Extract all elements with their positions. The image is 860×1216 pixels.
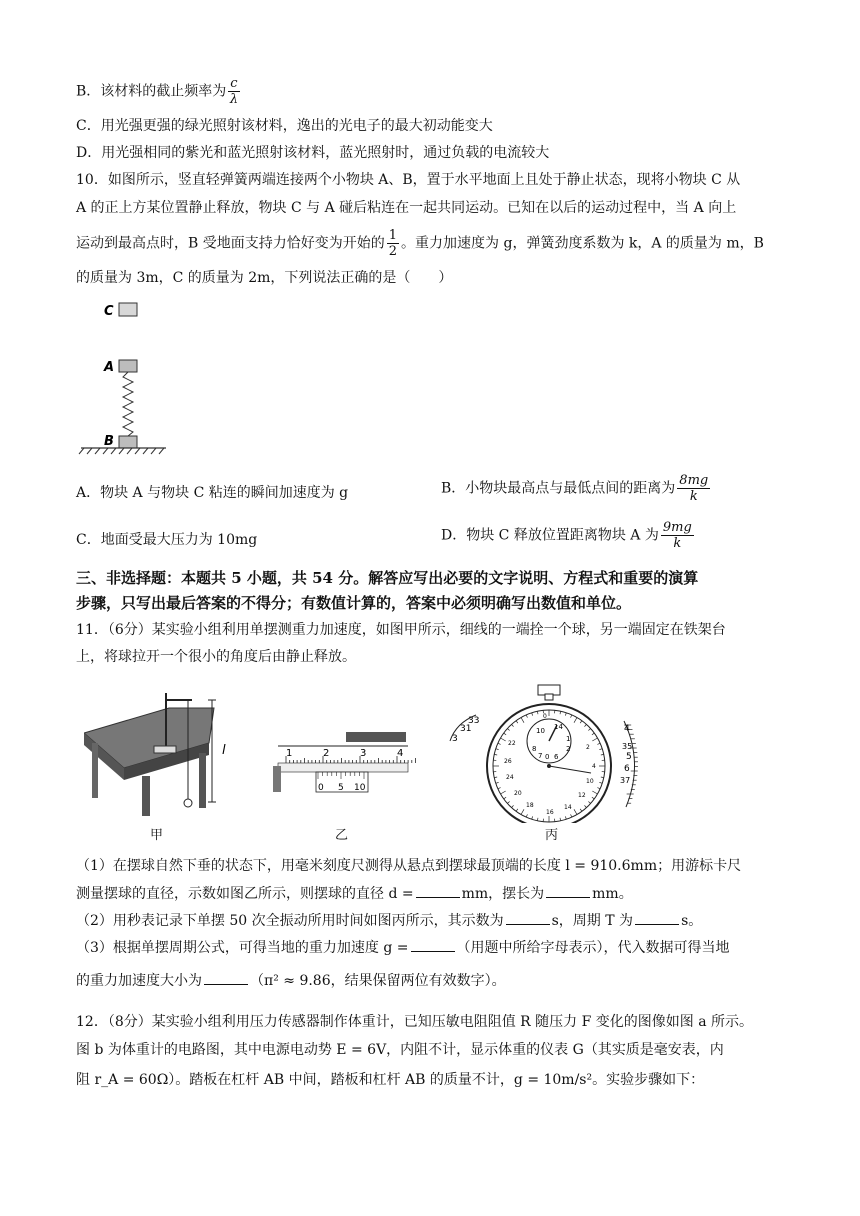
svg-text:6: 6 bbox=[554, 753, 559, 761]
q10-line3: 运动到最高点时，B 受地面支持力恰好变为开始的 $\frac{1}{2}$ 。重力加速度为 g，弹簧劲度系数为 k，A 的质量为 m，B bbox=[76, 228, 764, 259]
svg-text:24: 24 bbox=[506, 774, 514, 781]
svg-text:1: 1 bbox=[286, 748, 293, 759]
caption-bing: 丙 bbox=[545, 828, 559, 843]
svg-text:2: 2 bbox=[586, 744, 590, 751]
q10-line4: 的质量为 3m，C 的质量为 2m，下列说法正确的是（ ） bbox=[76, 270, 453, 286]
option-q10-c: C．地面受最大压力为 10mg bbox=[76, 532, 258, 548]
figure-jia-pendulum bbox=[84, 688, 244, 818]
option-q9-b: B．该材料的截止频率为 $\frac{c}{\lambda}$ bbox=[76, 76, 239, 107]
svg-text:3: 3 bbox=[360, 748, 367, 759]
label-c: C bbox=[104, 304, 114, 319]
blank-g-value[interactable] bbox=[204, 970, 248, 985]
q12-line2: 图 b 为体重计的电路图，其中电源电动势 E = 6V，内阻不计，显示体重的仪表 G（其实质是毫安表，内 bbox=[76, 1042, 724, 1058]
option-q10-a: A．物块 A 与物块 C 粘连的瞬间加速度为 g bbox=[76, 485, 349, 501]
svg-text:10: 10 bbox=[586, 778, 594, 785]
svg-text:26: 26 bbox=[504, 758, 512, 765]
q10-line2: A 的正上方某位置静止释放，物块 C 与 A 碰后粘连在一起共同运动。已知在以后的运动过程中，当 A 向上 bbox=[76, 200, 737, 216]
figure-bing-stopwatch bbox=[446, 683, 656, 823]
block-a bbox=[119, 360, 137, 372]
q10-line1: 10．如图所示，竖直轻弹簧两端连接两个小物块 A、B，置于水平地面上且处于静止状态，现将小物块 C 从 bbox=[76, 172, 741, 188]
svg-text:31: 31 bbox=[460, 724, 472, 734]
svg-text:3: 3 bbox=[452, 734, 458, 744]
svg-text:2: 2 bbox=[323, 748, 330, 759]
section3-heading-2: 步骤，只写出最后答案的不得分；有数值计算的，答案中必须明确写出数值和单位。 bbox=[76, 594, 632, 612]
svg-text:12: 12 bbox=[578, 792, 586, 799]
caption-yi: 乙 bbox=[335, 828, 349, 843]
label-a: A bbox=[104, 360, 115, 375]
q11-line2: 上，将球拉开一个很小的角度后由静止释放。 bbox=[76, 649, 356, 665]
svg-text:14: 14 bbox=[554, 723, 563, 731]
blank-length[interactable] bbox=[546, 883, 590, 898]
q11-p3-line1: （3）根据单摆周期公式，可得当地的重力加速度 g = （用题中所给字母表示），代入数据可得当地 bbox=[76, 937, 730, 958]
svg-text:0: 0 bbox=[545, 753, 550, 761]
section3-heading-1: 三、非选择题：本题共 5 小题，共 54 分。解答应写出必要的文字说明、方程式和重要的演算 bbox=[76, 569, 699, 587]
svg-text:14: 14 bbox=[564, 804, 572, 811]
option-q10-b: B．小物块最高点与最低点间的距离为 $\frac{8mg}{k}$ bbox=[441, 473, 709, 504]
figure-yi-caliper bbox=[268, 728, 418, 798]
option-q9-c: C．用光强更强的绿光照射该材料，逸出的光电子的最大初动能变大 bbox=[76, 118, 493, 134]
svg-text:4: 4 bbox=[624, 724, 630, 734]
svg-text:0: 0 bbox=[318, 783, 324, 793]
q11-line1: 11．（6分）某实验小组利用单摆测重力加速度，如图甲所示，细线的一端拴一个球，另一端固定在铁架台 bbox=[76, 622, 726, 638]
svg-text:1: 1 bbox=[566, 735, 571, 743]
svg-text:20: 20 bbox=[514, 790, 522, 797]
q12-line3: 阻 r_A = 60Ω）。踏板在杠杆 AB 中间，踏板和杠杆 AB 的质量不计，g = 10m/s²。实验步骤如下： bbox=[76, 1072, 705, 1088]
svg-text:35: 35 bbox=[622, 742, 633, 751]
blank-g-formula[interactable] bbox=[411, 937, 455, 952]
blank-time[interactable] bbox=[506, 910, 550, 925]
caption-jia: 甲 bbox=[150, 828, 164, 843]
q11-p3-line2: 的重力加速度大小为 （π² ≈ 9.86，结果保留两位有效数字）。 bbox=[76, 970, 506, 991]
svg-text:10: 10 bbox=[354, 783, 366, 793]
pendulum-bob bbox=[184, 799, 192, 807]
svg-text:8: 8 bbox=[532, 745, 537, 753]
label-l: l bbox=[222, 743, 226, 758]
svg-text:2: 2 bbox=[566, 745, 571, 753]
svg-text:5: 5 bbox=[626, 752, 632, 762]
q12-line1: 12．（8分）某实验小组利用压力传感器制作体重计，已知压敏电阻阻值 R 随压力 F 变化的图像如图 a 所示。 bbox=[76, 1014, 754, 1030]
svg-text:10: 10 bbox=[536, 727, 545, 735]
svg-text:4: 4 bbox=[397, 748, 404, 759]
label-b: B bbox=[104, 434, 114, 449]
blank-diameter[interactable] bbox=[416, 883, 460, 898]
option-q9-d: D．用光强相同的紫光和蓝光照射该材料，蓝光照射时，通过负载的电流较大 bbox=[76, 145, 550, 161]
option-q10-d: D．物块 C 释放位置距离物块 A 为 $\frac{9mg}{k}$ bbox=[441, 520, 692, 551]
spring-figure bbox=[76, 298, 186, 458]
block-c bbox=[119, 303, 137, 316]
svg-text:4: 4 bbox=[592, 763, 596, 770]
block-b bbox=[119, 436, 137, 448]
q11-p2: （2）用秒表记录下单摆 50 次全振动所用时间如图丙所示，其示数为 s，周期 T 为 s。 bbox=[76, 910, 702, 931]
svg-text:22: 22 bbox=[508, 740, 516, 747]
q11-p1-line2: 测量摆球的直径，示数如图乙所示，则摆球的直径 d = mm，摆长为 mm。 bbox=[76, 883, 633, 904]
svg-text:7: 7 bbox=[538, 752, 543, 760]
svg-text:6: 6 bbox=[624, 764, 630, 774]
svg-text:18: 18 bbox=[526, 802, 534, 809]
svg-text:5: 5 bbox=[338, 783, 344, 793]
q11-p1-line1: （1）在摆球自然下垂的状态下，用毫米刻度尺测得从悬点到摆球最顶端的长度 l = 910.6mm；用游标卡尺 bbox=[76, 858, 742, 874]
blank-period[interactable] bbox=[635, 910, 679, 925]
svg-text:16: 16 bbox=[546, 809, 554, 816]
svg-text:0: 0 bbox=[543, 713, 547, 720]
spring bbox=[123, 372, 133, 436]
svg-text:37: 37 bbox=[620, 776, 631, 785]
svg-text:33: 33 bbox=[468, 716, 480, 726]
